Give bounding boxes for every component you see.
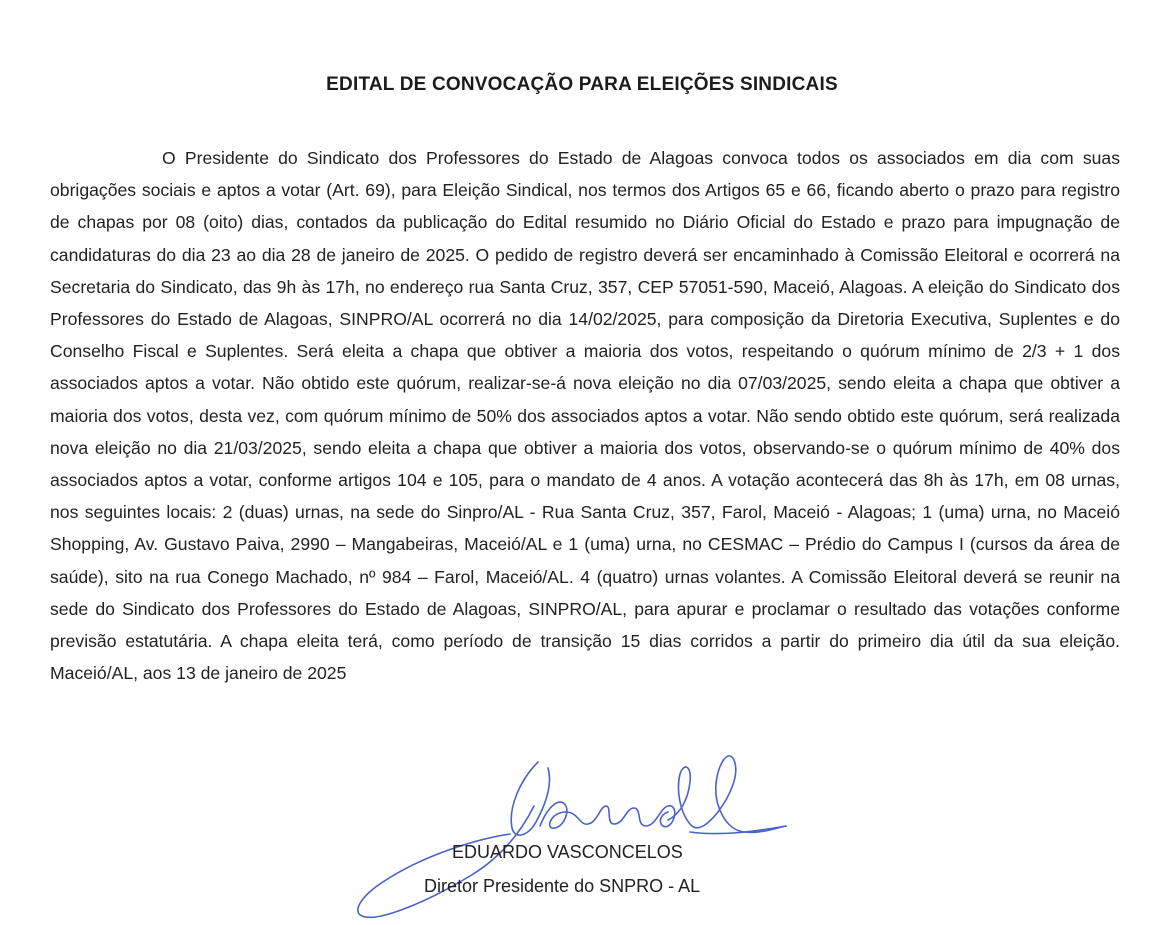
document-title: EDITAL DE CONVOCAÇÃO PARA ELEIÇÕES SINDICAIS bbox=[326, 74, 838, 95]
document-body: O Presidente do Sindicato dos Professores do Estado de Alagoas convoca todos os associados em dia com suas obrigações sociais e aptos a votar (Art. 69), para Eleição Sindical, nos termos dos Artigos 65 e 66, ficando aberto o prazo para registro de chapas por 08 (oito) dias, contados da publicação do Edital resumido no Diário Oficial do Estado e prazo para impugnação de candidaturas do dia 23 ao dia 28 de janeiro de 2025. O pedido de registro deverá ser encaminhado à Comissão Eleitoral e ocorrerá na Secretaria do Sindicato, das 9h às 17h, no endereço rua Santa Cruz, 357, CEP 57051-590, Maceió, Alagoas. A eleição do Sindicato dos Professores do Estado de Alagoas, SINPRO/AL ocorrerá no dia 14/02/2025, para composição da Diretoria Executiva, Suplentes e do Conselho Fiscal e Suplentes. Será eleita a chapa que obtiver a maioria dos votos, respeitando o quórum mínimo de 2/3 + 1 dos associados aptos a votar. Não obtido este quórum, realizar-se-á nova eleição no dia 07/03/2025, sendo eleita a chapa que obtiver a maioria dos votos, desta vez, com quórum mínimo de 50% dos associados aptos a votar. Não sendo obtido este quórum, será realizada nova eleição no dia 21/03/2025, sendo eleita a chapa que obtiver a maioria dos votos, observando-se o quórum mínimo de 40% dos associados aptos a votar, conforme artigos 104 e 105, para o mandato de 4 anos. A votação acontecerá das 8h às 17h, em 08 urnas, nos seguintes locais: 2 (duas) urnas, na sede do Sinpro/AL - Rua Santa Cruz, 357, Farol, Maceió - Alagoas; 1 (uma) urna, no Maceió Shopping, Av. Gustavo Paiva, 2990 – Mangabeiras, Maceió/AL e 1 (uma) urna, no CESMAC – Prédio do Campus I (cursos da área de saúde), sito na rua Conego Machado, nº 984 – Farol, Maceió/AL. 4 (quatro) urnas volantes. A Comissão Eleitoral deverá se reunir na sede do Sindicato dos Professores do Estado de Alagoas, SINPRO/AL, para apurar e proclamar o resultado das votações conforme previsão estatutária. A chapa eleita terá, como período de transição 15 dias corridos a partir do primeiro dia útil da sua eleição. Maceió/AL, aos 13 de janeiro de 2025 bbox=[50, 148, 1120, 684]
signer-role: Diretor Presidente do SNPRO - AL bbox=[424, 876, 701, 896]
signer-name: EDUARDO VASCONCELOS bbox=[452, 842, 683, 862]
